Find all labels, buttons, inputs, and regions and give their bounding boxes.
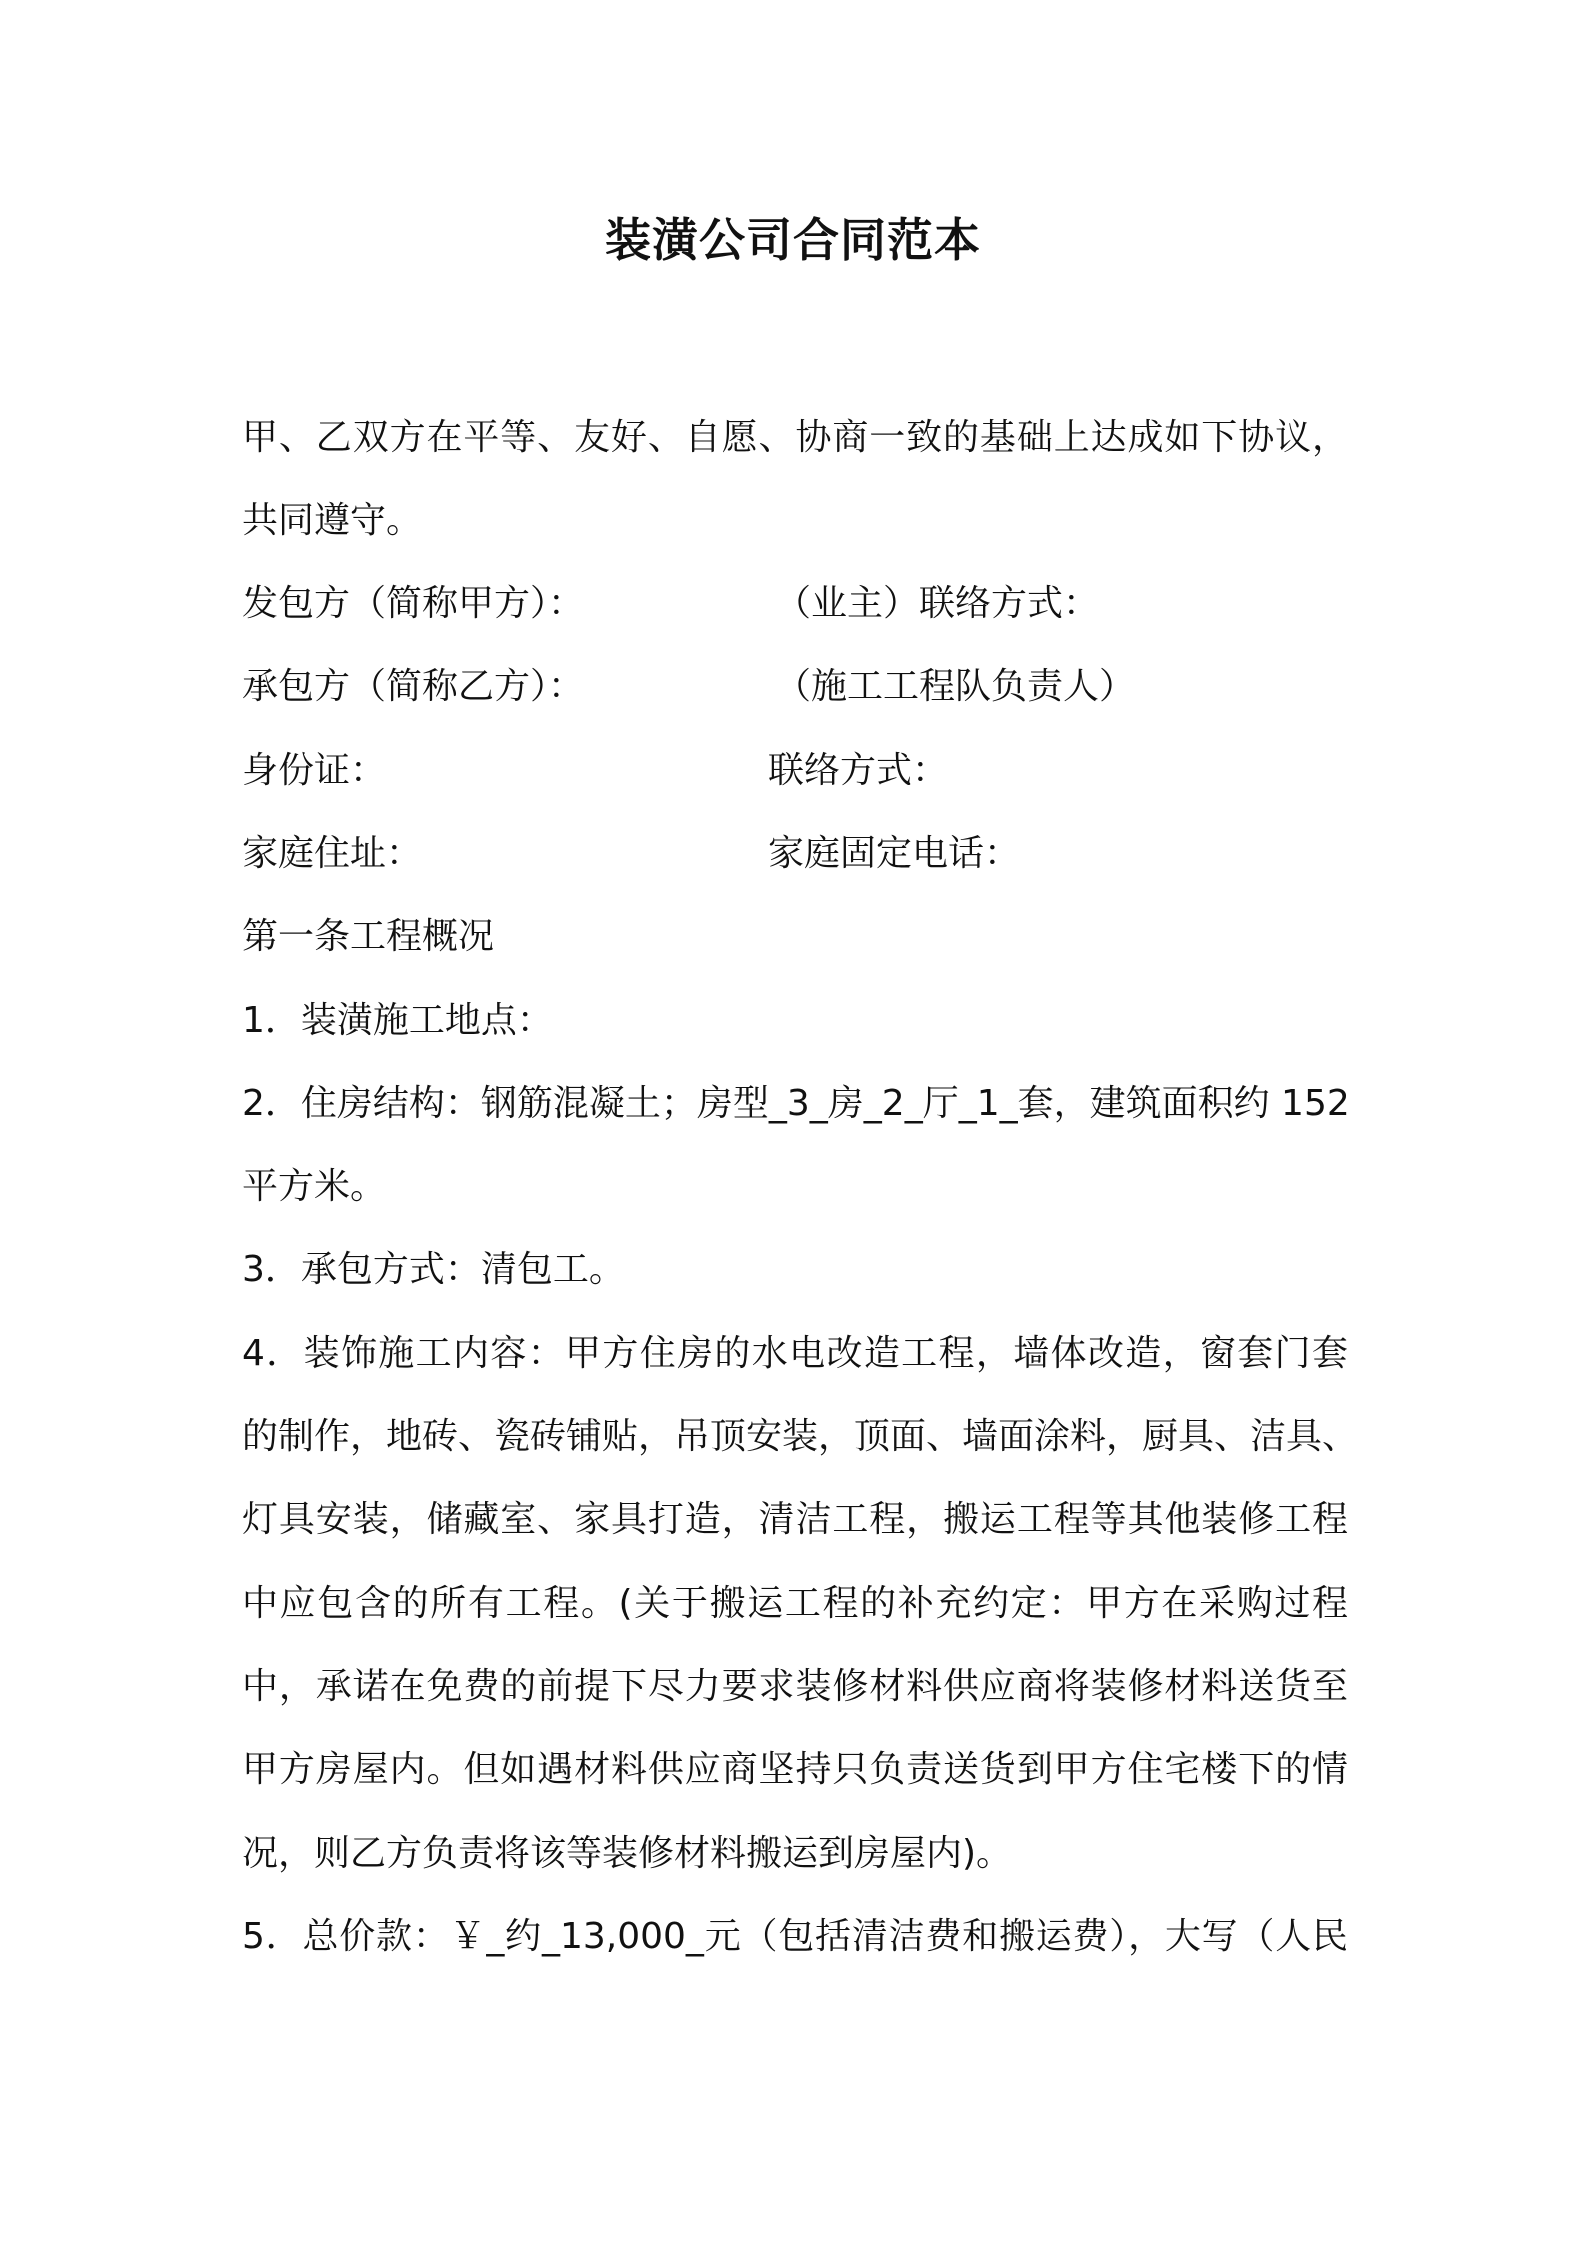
article1-item4-line3: 灯具安装，储藏室、家具打造，清洁工程，搬运工程等其他装修工程 [242, 1499, 1348, 1540]
article1-item1: 1．装潢施工地点： [242, 1000, 553, 1041]
client-label: 发包方（简称甲方）： [242, 583, 585, 624]
article1-item4-line4: 中应包含的所有工程。(关于搬运工程的补充约定：甲方在采购过程 [242, 1583, 1348, 1624]
article1-item5: 5．总价款：￥_约_13,000_元（包括清洁费和搬运费），大写（人民 [242, 1916, 1348, 1957]
phone-label: 家庭固定电话： [768, 833, 1021, 874]
article1-item4-line7: 况，则乙方负责将该等装修材料搬运到房屋内)。 [242, 1833, 1013, 1874]
contact-label: 联络方式： [768, 750, 949, 791]
document-title: 装潢公司合同范本 [605, 213, 981, 267]
article1-item2-line2: 平方米。 [242, 1166, 387, 1207]
article1-item4-line5: 中，承诺在免费的前提下尽力要求装修材料供应商将装修材料送货至 [242, 1666, 1348, 1707]
article1-item4-line2: 的制作，地砖、瓷砖铺贴，吊顶安装，顶面、墙面涂料，厨具、洁具、 [242, 1416, 1359, 1457]
address-label: 家庭住址： [242, 833, 423, 874]
article1-item3: 3．承包方式：清包工。 [242, 1249, 625, 1290]
intro-line-1: 甲、乙双方在平等、友好、自愿、协商一致的基础上达成如下协议， [242, 417, 1348, 458]
article1-item4-line6: 甲方房屋内。但如遇材料供应商坚持只负责送货到甲方住宅楼下的情 [242, 1749, 1348, 1790]
article1-item4-line1: 4．装饰施工内容：甲方住房的水电改造工程，墙体改造，窗套门套 [242, 1333, 1348, 1374]
client-note: （业主）联络方式： [775, 583, 1100, 624]
intro-line-2: 共同遵守。 [242, 500, 423, 541]
contractor-label: 承包方（简称乙方）： [242, 666, 585, 707]
article1-item2-line1: 2．住房结构：钢筋混凝土；房型_3_房_2_厅_1_套，建筑面积约 152 [242, 1083, 1350, 1124]
article1-heading: 第一条工程概况 [242, 916, 495, 957]
id-label: 身份证： [242, 750, 387, 791]
contractor-note: （施工工程队负责人） [775, 666, 1136, 707]
